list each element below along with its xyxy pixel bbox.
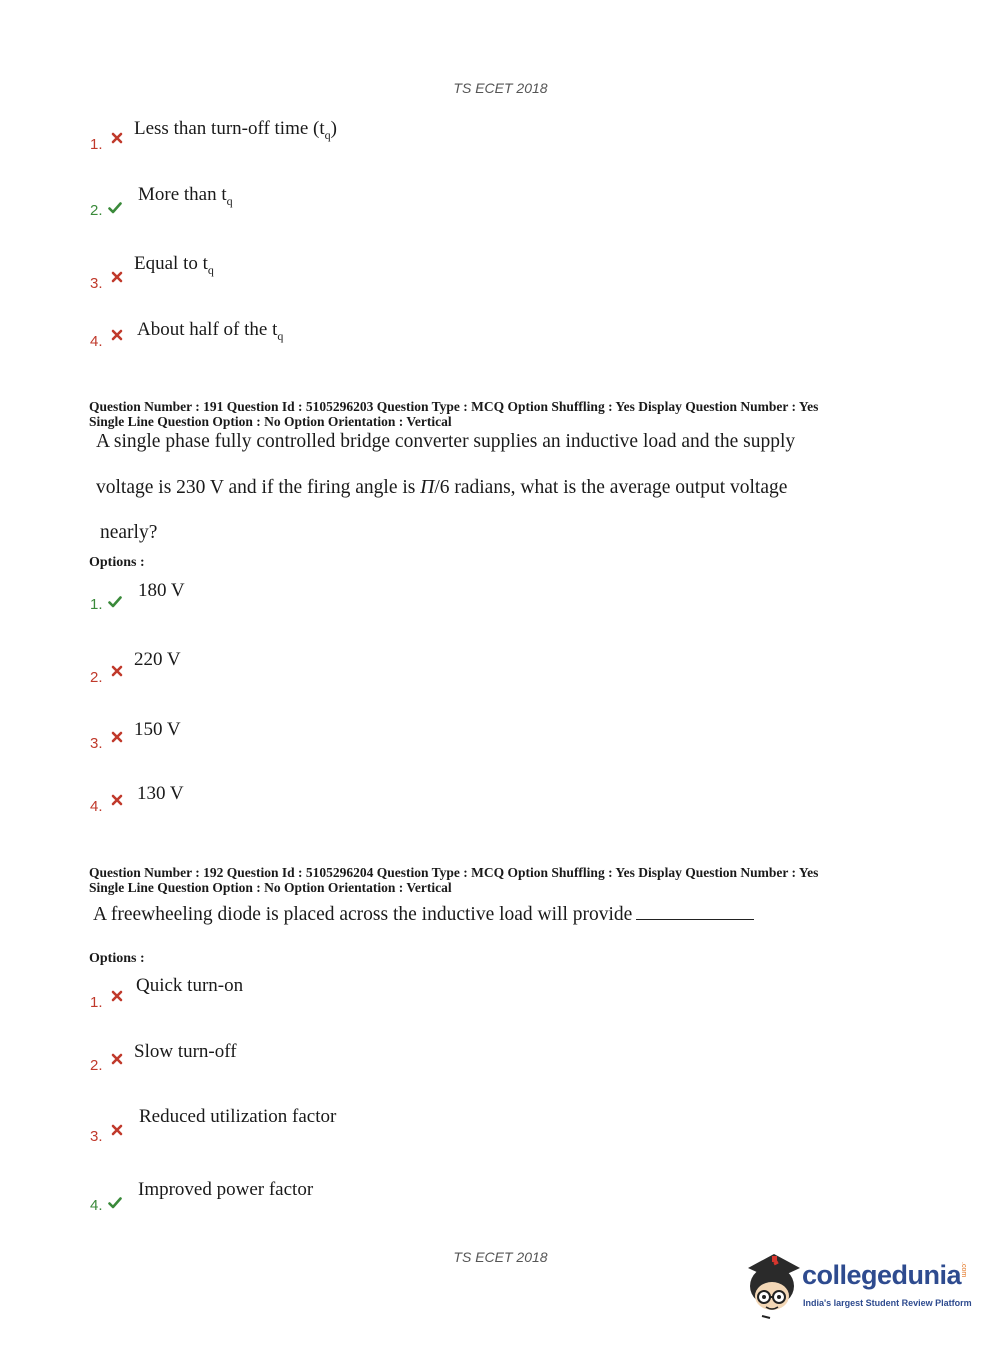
- wrong-cross-icon: [111, 793, 125, 807]
- correct-check-icon: [108, 1196, 122, 1210]
- question-191-text-line2-b: /6 radians, what is the average output voltage: [434, 477, 788, 498]
- wrong-cross-icon: [111, 131, 125, 145]
- prev-option-1-number: 1.: [90, 136, 103, 153]
- question-191-meta-line1: Question Number : 191 Question Id : 5105296203 Question Type : MCQ Option Shuffling : Yes Display Question Number : Yes: [89, 399, 819, 414]
- q191-option-1-number: 1.: [90, 596, 103, 613]
- question-192-meta-line2: Single Line Question Option : No Option Orientation : Vertical: [89, 880, 452, 895]
- logo-com: .com: [960, 1262, 967, 1278]
- q192-option-1-text: Quick turn-on: [136, 975, 244, 996]
- q192-option-2-number: 2.: [90, 1057, 103, 1074]
- prev-option-3-text: Equal to $t_q$: [134, 253, 214, 277]
- question-191-options-label: Options :: [89, 555, 145, 570]
- question-191-text-line1: A single phase fully controlled bridge converter supplies an inductive load and the supply: [96, 431, 796, 452]
- wrong-cross-icon: [111, 270, 125, 284]
- question-192-text: A freewheeling diode is placed across the inductive load will provide: [93, 904, 633, 925]
- q191-option-3-number: 3.: [90, 735, 103, 752]
- collegedunia-logo: [742, 1250, 972, 1320]
- question-192-meta-line1: Question Number : 192 Question Id : 5105296204 Question Type : MCQ Option Shuffling : Yes Display Question Number : Yes: [89, 865, 819, 880]
- q191-option-4-text: 130 V: [137, 783, 184, 804]
- q192-option-1-number: 1.: [90, 994, 103, 1011]
- logo-tagline: India's largest Student Review Platform: [803, 1298, 972, 1308]
- q191-option-1-text: 180 V: [138, 580, 185, 601]
- prev-option-2-number: 2.: [90, 202, 103, 219]
- wrong-cross-icon: [111, 730, 125, 744]
- pi-symbol: Π: [420, 477, 435, 498]
- correct-check-icon: [108, 595, 122, 609]
- q191-option-2-number: 2.: [90, 669, 103, 686]
- wrong-cross-icon: [111, 989, 125, 1003]
- question-191-meta-line2: Single Line Question Option : No Option Orientation : Vertical: [89, 414, 452, 429]
- q191-option-2-text: 220 V: [134, 649, 181, 670]
- prev-option-4-text: About half of the $t_q$: [137, 319, 284, 343]
- question-191-text-line3: nearly?: [100, 522, 158, 543]
- answer-blank: [636, 905, 754, 920]
- correct-check-icon: [108, 201, 122, 215]
- prev-option-1-text: Less than turn-off time $(t_q)$: [134, 118, 337, 142]
- q191-option-4-number: 4.: [90, 798, 103, 815]
- q192-option-4-number: 4.: [90, 1197, 103, 1214]
- logo-name: collegedunia: [802, 1260, 962, 1290]
- q192-option-3-number: 3.: [90, 1128, 103, 1145]
- question-192-text-line1: [93, 904, 754, 926]
- q192-option-3-text: Reduced utilization factor: [139, 1106, 337, 1127]
- q191-option-3-text: 150 V: [134, 719, 181, 740]
- prev-option-4-number: 4.: [90, 333, 103, 350]
- q192-option-4-text: Improved power factor: [138, 1179, 314, 1200]
- question-191-text-line2: [96, 477, 787, 499]
- mascot-icon: [742, 1250, 804, 1320]
- question-192-options-label: Options :: [89, 951, 145, 966]
- question-191-text-line2-a: voltage is 230 V and if the firing angle is: [96, 477, 421, 498]
- wrong-cross-icon: [111, 328, 125, 342]
- q192-option-2-text: Slow turn-off: [134, 1041, 237, 1062]
- wrong-cross-icon: [111, 1052, 125, 1066]
- prev-option-3-number: 3.: [90, 275, 103, 292]
- wrong-cross-icon: [111, 664, 125, 678]
- page-header: TS ECET 2018: [453, 80, 548, 96]
- prev-option-2-text: More than $t_q$: [138, 184, 233, 208]
- wrong-cross-icon: [111, 1123, 125, 1137]
- page-footer: TS ECET 2018: [453, 1249, 548, 1265]
